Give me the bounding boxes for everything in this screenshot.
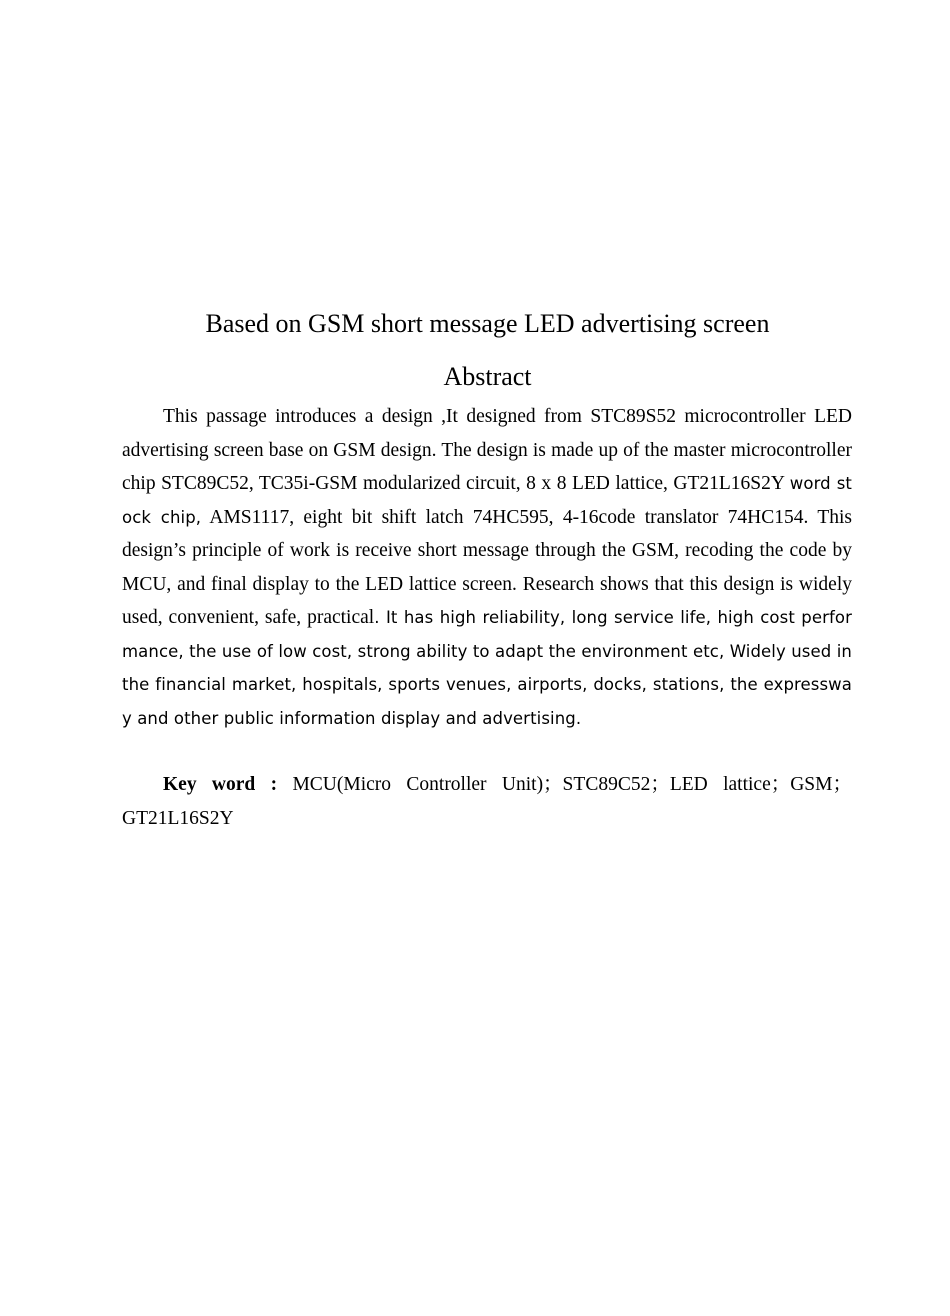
abstract-paragraph (122, 400, 852, 735)
abstract-text-part-1: This passage introduces a design ,It designed from STC89S52 microcontroller LED advertising screen base on GSM design. The design is made up of the master microcontroller chip STC89C52, TC35i-GSM modularized circuit, 8 x 8 LED lattice, GT21L16S2Y (122, 406, 852, 494)
abstract-text-part-3: AMS1117, eight bit shift latch 74HC595, 4-16code translator 74HC154. This design’s principle of work is receive short message through the GSM, recoding the code by MCU, and final display to the LED lattice screen. Research shows that this design is widely used, convenient, safe, practical (122, 506, 852, 628)
abstract-heading: Abstract (443, 362, 532, 391)
keywords-list: MCU(Micro Controller Unit)；STC89C52；LED lattice；GSM；GT21L16S2Y (122, 774, 852, 829)
abstract-text-part-2: word stock chip, (122, 474, 852, 527)
keywords-label: Key word : (163, 774, 278, 795)
paper-title: Based on GSM short message LED advertising screen (205, 309, 770, 338)
abstract-text-part-4: . It has high reliability, long service life, high cost performance, the use of low cost, strong ability to adapt the environment etc, Widely used in the financial market, hospitals, sports venues, airports, docks, stations, the expressway and other public information display and advertising. (122, 608, 852, 728)
keywords-paragraph (122, 768, 852, 835)
